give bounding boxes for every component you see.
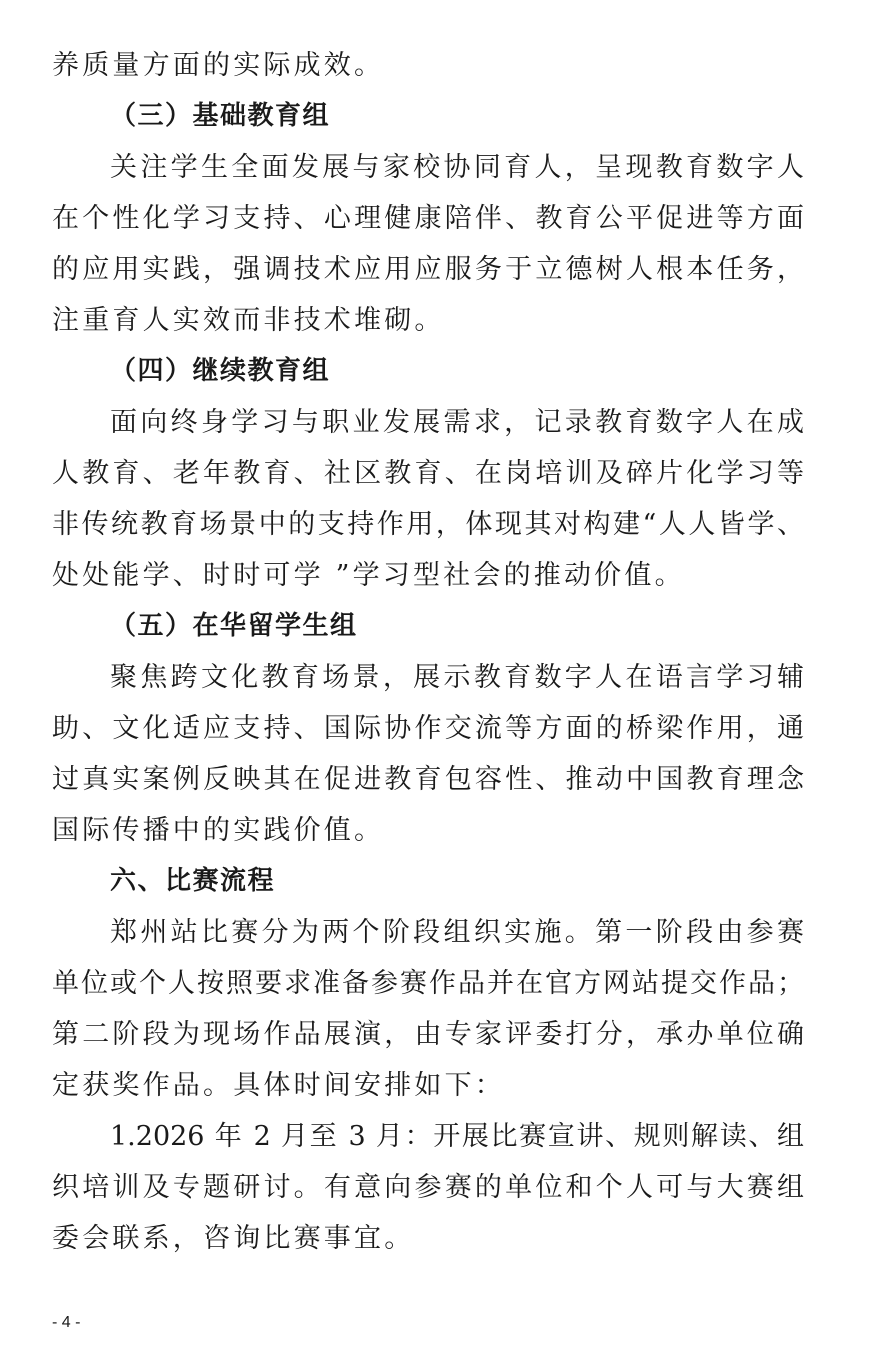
text-line: 注重育人实效而非技术堆砌。 <box>52 305 445 336</box>
text-line: 助、文化适应支持、国际协作交流等方面的桥梁作用，通 <box>52 713 804 744</box>
text-line: 关注学生全面发展与家校协同育人，呈现教育数字人 <box>110 152 804 183</box>
section-heading-competition-process: 六、比赛流程 <box>110 866 276 896</box>
text-line: 的应用实践，强调技术应用应服务于立德树人根本任务， <box>52 254 804 285</box>
text-line: 单位或个人按照要求准备参赛作品并在官方网站提交作品； <box>52 968 804 999</box>
section-heading-continuing-education: （四）继续教育组 <box>110 356 331 386</box>
text-line: 处处能学、时时可学 ”学习型社会的推动价值。 <box>52 560 685 591</box>
text-line: 第二阶段为现场作品展演，由专家评委打分，承办单位确 <box>52 1019 804 1050</box>
page-number: - 4 - <box>52 1314 81 1331</box>
text-line: 郑州站比赛分为两个阶段组织实施。第一阶段由参赛 <box>110 917 804 948</box>
text-line: 国际传播中的实践价值。 <box>52 815 385 846</box>
text-line: 织培训及专题研讨。有意向参赛的单位和个人可与大赛组 <box>52 1172 804 1203</box>
text-line: 面向终身学习与职业发展需求，记录教育数字人在成 <box>110 407 804 438</box>
text-line: 定获奖作品。具体时间安排如下： <box>52 1070 505 1101</box>
text-line: 在个性化学习支持、心理健康陪伴、教育公平促进等方面 <box>52 203 804 234</box>
document-body <box>52 40 804 1264</box>
text-line: 过真实案例反映其在促进教育包容性、推动中国教育理念 <box>52 764 804 795</box>
text-line: 人教育、老年教育、社区教育、在岗培训及碎片化学习等 <box>52 458 804 489</box>
section-heading-international-students: （五）在华留学生组 <box>110 611 358 641</box>
text-line: 委会联系，咨询比赛事宜。 <box>52 1223 415 1254</box>
text-line: 养质量方面的实际成效。 <box>52 50 385 81</box>
schedule-item-1: 1.2026 年 2 月至 3 月：开展比赛宣讲、规则解读、组 <box>110 1121 804 1152</box>
text-line: 非传统教育场景中的支持作用，体现其对构建“人人皆学、 <box>52 509 804 540</box>
text-line: 聚焦跨文化教育场景，展示教育数字人在语言学习辅 <box>110 662 804 693</box>
section-heading-basic-education: （三）基础教育组 <box>110 101 331 131</box>
